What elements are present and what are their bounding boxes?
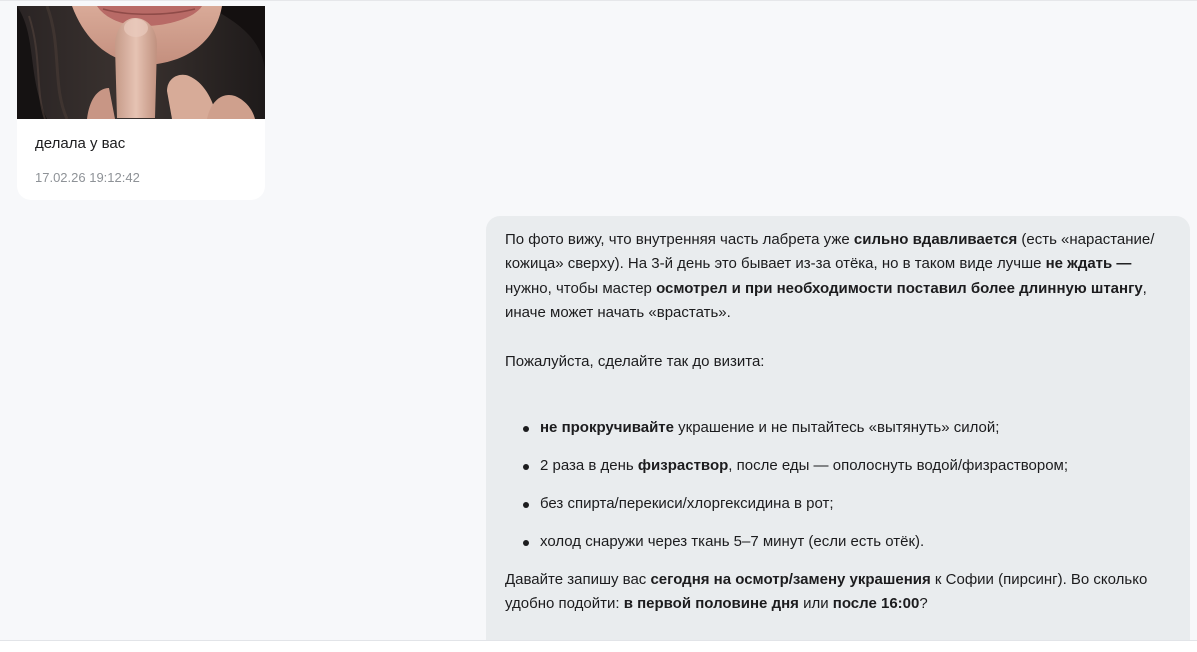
paragraph-assessment: По фото вижу, что внутренняя часть лабрета уже сильно вдавливается (есть «нарастание/кожица» сверху). На 3-й день это бывает из-за отёка, но в таком виде лучше не ждать — нужно, чтобы мастер осмотрел и при необходимости поставил более длинную штангу, иначе может начать «врастать». — [505, 231, 1155, 321]
outgoing-message-body — [505, 228, 1180, 617]
care-list — [505, 416, 1180, 568]
outgoing-message — [486, 216, 1190, 652]
bold-text: сегодня на осмотр/замену украшения — [650, 571, 931, 588]
bold-text: сильно вдавливается — [853, 231, 1018, 248]
bold-text: в первой половине дня — [623, 595, 799, 613]
bottom-divider — [0, 640, 1197, 652]
incoming-message — [17, 6, 265, 200]
care-list-item: холод снаружи через ткань 5–7 минут (если есть отёк). — [505, 530, 1180, 568]
bold-text: не прокручивайте — [540, 419, 674, 436]
incoming-message-text: делала у вас — [35, 135, 126, 152]
care-list-item: без спирта/перекиси/хлоргексидина в рот; — [505, 492, 1180, 530]
bold-text: не ждать — — [1045, 255, 1132, 273]
attached-photo[interactable] — [17, 6, 265, 119]
incoming-message-time: 17.02.26 19:12:42 — [35, 170, 140, 185]
care-list-item: 2 раза в день физраствор, после еды — ополоснуть водой/физраствором; — [505, 454, 1180, 492]
bold-text: физраствор — [637, 457, 729, 474]
paragraph-instructions: Пожалуйста, сделайте так до визита: — [505, 353, 765, 370]
paragraph-booking: Давайте запишу вас сегодня на осмотр/замену украшения к Софии (пирсинг). Во сколько удобно подойти: в первой половине дня или после 16:00? — [505, 571, 1148, 613]
care-list-item: не прокручивайте украшение и не пытайтесь «вытянуть» силой; — [505, 416, 1180, 454]
bold-text: после 16:00 — [832, 595, 920, 613]
bold-text: осмотрел и при необходимости поставил более длинную штангу — [656, 279, 1143, 297]
